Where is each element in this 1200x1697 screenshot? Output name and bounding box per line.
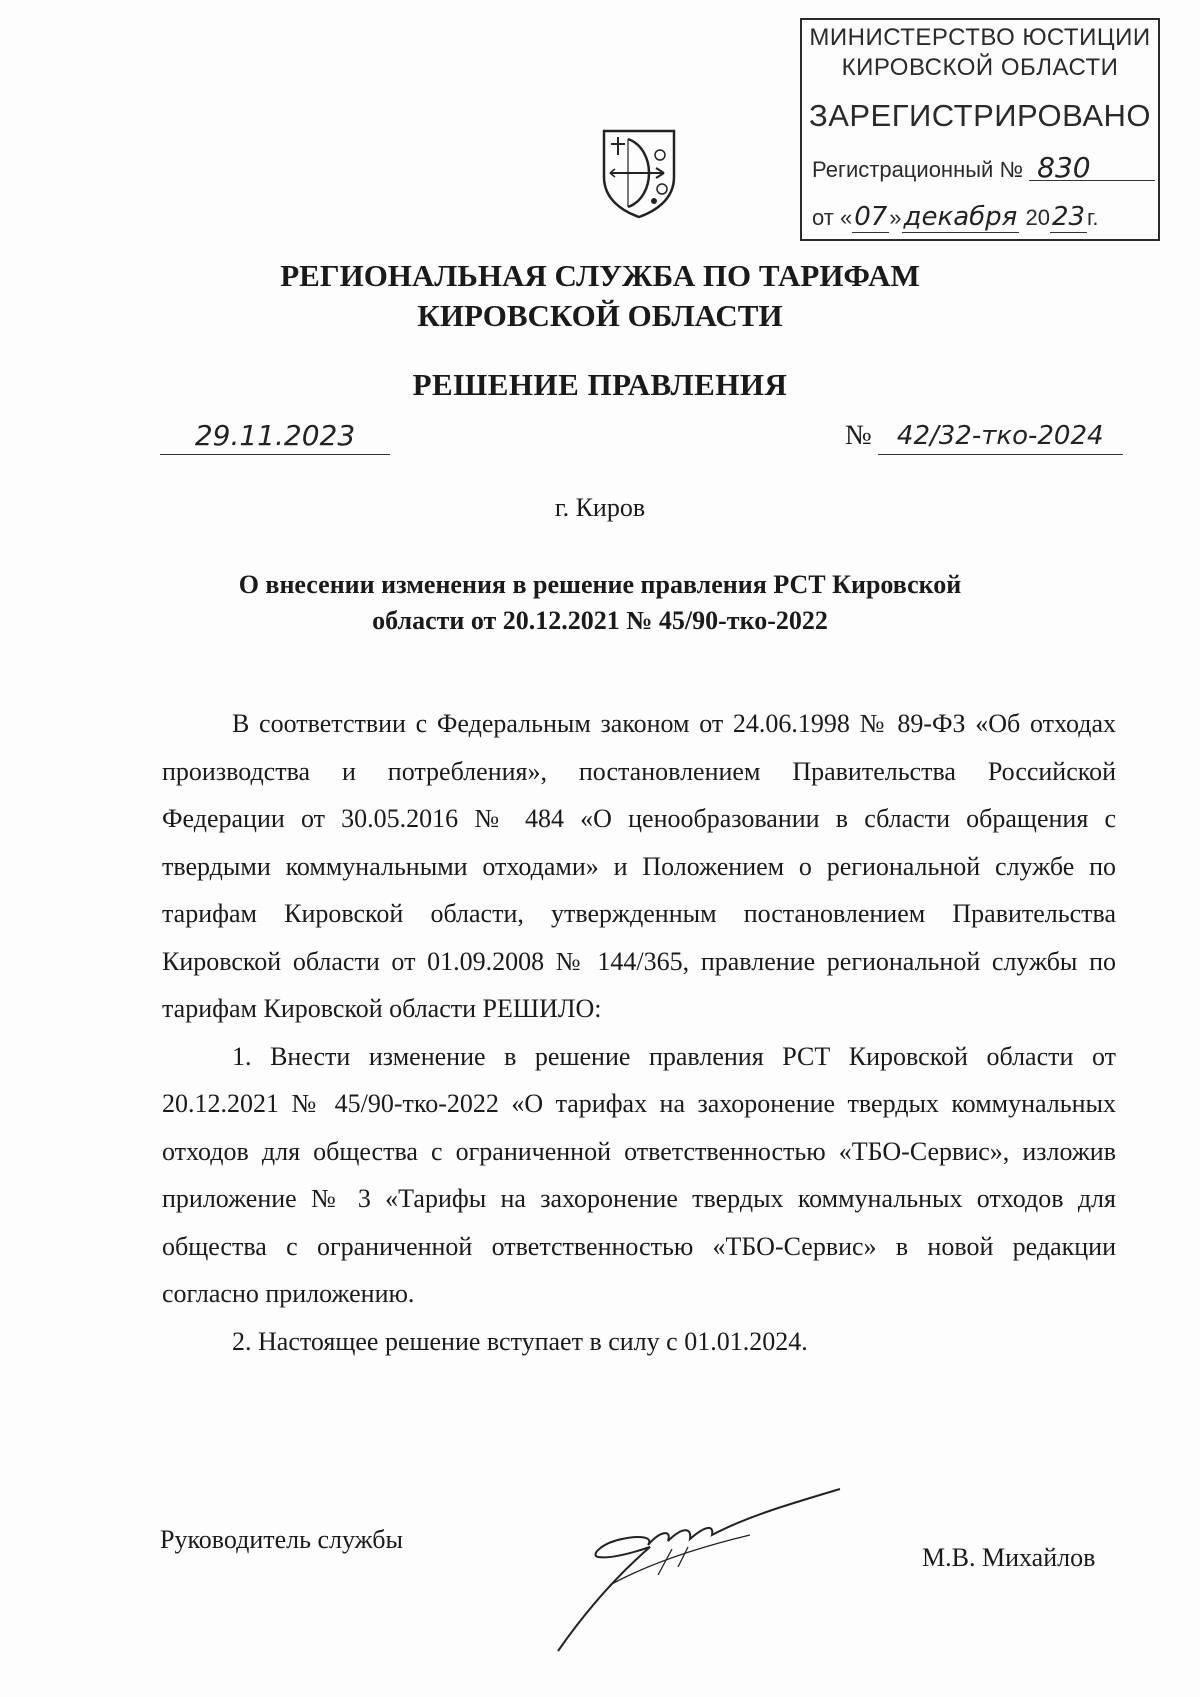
document-type: РЕШЕНИЕ ПРАВЛЕНИЯ — [412, 367, 788, 402]
stamp-registration-date — [812, 202, 1098, 232]
document-date: 29.11.2023 — [160, 418, 390, 455]
stamp-date-prefix: от « — [812, 205, 853, 230]
document-number-label: № — [845, 420, 872, 451]
document-subject-line2: области от 20.12.2021 № 45/90-тко-2022 — [372, 606, 828, 635]
stamp-reg-label: Регистрационный № — [812, 157, 1024, 182]
document-subject-line1: О внесении изменения в решение правления РСТ Кировской — [238, 570, 962, 599]
stamp-date-year: 23 — [1051, 202, 1086, 232]
document-number: 42/32-тко-2024 — [878, 418, 1123, 455]
stamp-date-year-prefix: 20 — [1025, 205, 1050, 230]
handwritten-signature-icon — [550, 1455, 850, 1655]
stamp-date-mid: » — [889, 205, 902, 230]
body-item-1: 1. Внести изменение в решение правления РСТ Кировской области от 20.12.2021 № 45/90-тко-2022 «О тарифах на захоронение твердых коммунальных отходов для общества с ограниченной ответственностью «ТБО-Сервис», изложив приложение № 3 «Тарифы на захоронение твердых коммунальных отходов для общества с ограниченной ответственностью «ТБО-Сервис» в новой редакции согласно приложению. — [162, 1041, 1116, 1308]
stamp-date-day: 07 — [854, 202, 888, 232]
stamp-date-month: декабря — [903, 202, 1018, 232]
agency-name-line2: КИРОВСКОЙ ОБЛАСТИ — [417, 298, 783, 333]
registration-stamp — [800, 18, 1160, 241]
stamp-status: ЗАРЕГИСТРИРОВАНО — [808, 98, 1151, 133]
stamp-region: КИРОВСКОЙ ОБЛАСТИ — [841, 54, 1119, 81]
body-item-2: 2. Настоящее решение вступает в силу с 01.01.2024. — [232, 1326, 808, 1356]
stamp-reg-number: 830 — [1029, 156, 1155, 181]
body-preamble: В соответствии с Федеральным законом от 24.06.1998 № 89-ФЗ «Об отходах производства и потребления», постановлением Правительства Российской Федерации от 30.05.2016 № 484 «О ценообразовании в сбласти обращения с твердыми коммунальными отходами» и Положением о региональной службе по тарифам Кировской области, утвержденным постановлением Правительства Кировской области от 01.09.2008 № 144/365, правление региональной службы по тарифам Кировской области РЕШИЛО: — [162, 709, 1116, 1023]
stamp-date-suffix: г. — [1087, 205, 1099, 230]
agency-name-line1: РЕГИОНАЛЬНАЯ СЛУЖБА ПО ТАРИФАМ — [280, 258, 920, 293]
coat-of-arms-icon — [598, 125, 680, 221]
signer-name: М.В. Михайлов — [922, 1543, 1096, 1572]
document-body — [162, 700, 1116, 1365]
document-city: г. Киров — [554, 493, 646, 522]
document-number-field — [845, 418, 1123, 455]
stamp-ministry: МИНИСТЕРСТВО ЮСТИЦИИ — [809, 24, 1151, 51]
stamp-registration-number — [812, 151, 1155, 184]
signer-title: Руководитель службы — [160, 1525, 403, 1554]
